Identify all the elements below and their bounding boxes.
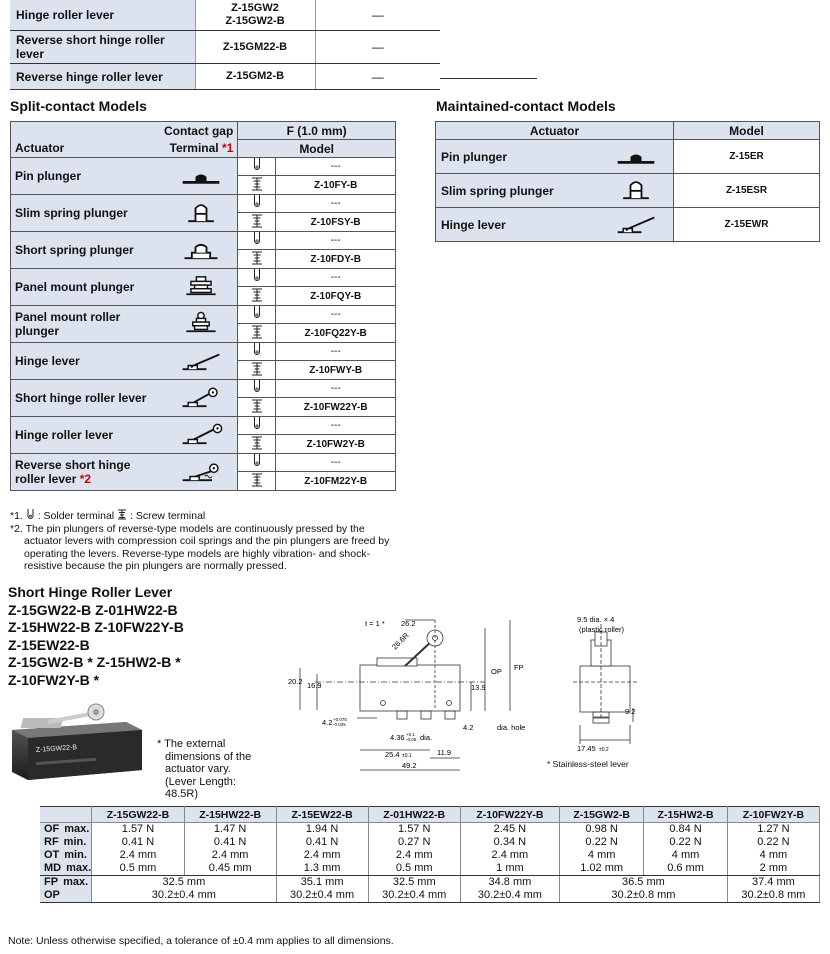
table-row: [40, 823, 820, 837]
table-row: [40, 849, 820, 862]
slim-spring-plunger-icon: [179, 200, 223, 224]
solder-terminal-icon: [252, 343, 262, 357]
footnote: Note: Unless otherwise specified, a tolerance of ±0.4 mm applies to all dimensions.: [8, 935, 394, 947]
terminal-cell: [238, 176, 276, 195]
row-label-code: MD: [44, 862, 62, 874]
header-row: [11, 140, 396, 158]
table-row: [40, 862, 820, 876]
table-row: [11, 306, 396, 324]
actuator-label: Panel mount plunger: [15, 280, 135, 294]
dim-t: t = 1 *: [365, 619, 385, 628]
value-cell: 0.41 N: [92, 836, 185, 849]
value-cell: 2.4 mm: [368, 849, 460, 862]
product-label: Z-15GW22-B: [35, 744, 78, 754]
row-label: [40, 889, 92, 903]
dim-fp: FP: [514, 663, 524, 672]
stainless-note: * Stainless-steel lever: [547, 759, 629, 769]
dim-4-2-hole: 4.2: [463, 723, 474, 732]
short-hinge-title-block: [8, 584, 184, 689]
dash-cell: —: [315, 64, 440, 90]
value-cell: 0.34 N: [460, 836, 559, 849]
actuator-label: Reverse short hinge roller lever: [15, 458, 131, 486]
note-line: (Lever Length:: [165, 775, 236, 788]
value-cell: 1.47 N: [184, 823, 276, 837]
table-row: [436, 174, 820, 208]
panel-mount-plunger-icon: [179, 274, 223, 298]
hinge-lever-icon: [179, 348, 223, 372]
actuator-icon-cell: [599, 140, 674, 174]
model-header: Model: [238, 140, 396, 158]
maintained-contact-title: Maintained-contact Models: [436, 98, 616, 114]
model-cell: Z-10FW2Y-B: [276, 435, 396, 454]
terminal-cell: [238, 398, 276, 417]
solder-terminal-icon: [252, 417, 262, 431]
dim-17-45: 17.45: [577, 744, 596, 753]
table-row: [40, 889, 820, 903]
value-cell: 2.4 mm: [184, 849, 276, 862]
table-row: [11, 454, 396, 472]
terminal-cell: [238, 269, 276, 287]
value-cell: 0.5 mm: [368, 862, 460, 876]
terminal-cell: [238, 250, 276, 269]
value-cell: 1.02 mm: [559, 862, 643, 876]
model-cell: Z-15GM2-B: [195, 64, 315, 90]
value-cell: 1.57 N: [92, 823, 185, 837]
terminal-cell: [238, 361, 276, 380]
value-cell: 0.22 N: [727, 836, 819, 849]
dim-16-9: 16.9: [307, 681, 322, 690]
row-label-qualifier: max.: [64, 823, 90, 835]
value-cell: 30.2±0.4 mm: [368, 889, 460, 903]
value-cell: 2.4 mm: [276, 849, 368, 862]
table-row: [10, 31, 440, 64]
dimension-drawing-front: [285, 610, 545, 775]
model-cell: Z-10FDY-B: [276, 250, 396, 269]
terminal-cell: [238, 343, 276, 361]
value-cell: 2.4 mm: [92, 849, 185, 862]
model-cell: Z-10FM22Y-B: [276, 472, 396, 491]
screw-terminal-icon: [251, 251, 263, 265]
dim-4-2: 4.2: [322, 718, 333, 727]
actuator-cell: Reverse hinge roller lever: [10, 64, 195, 90]
row-label: [40, 836, 92, 849]
hinge-roller-lever-icon: [179, 422, 223, 446]
model-cell: [195, 0, 315, 31]
terminal-cell: [238, 232, 276, 250]
header-row: [40, 807, 820, 823]
pin-plunger-icon: [614, 143, 658, 167]
actuator-icon-cell: [166, 343, 238, 380]
contact-gap-header: Contact gap: [11, 122, 238, 140]
model-list-line: Z-10FW2Y-B *: [8, 671, 100, 688]
screw-terminal-icon: [251, 288, 263, 302]
dim-4-2-tol-dn: -0.025: [333, 722, 346, 727]
note-line: * The external: [157, 738, 226, 750]
actuator-icon-cell: [166, 158, 238, 195]
column-header: Z-15EW22-B: [276, 807, 368, 823]
actuator-cell: Reverse short hinge roller lever: [10, 31, 195, 64]
actuator-icon-cell: [166, 454, 238, 491]
value-cell: 4 mm: [559, 849, 643, 862]
dim-4-36-tol-up: +0.1: [406, 732, 415, 737]
solder-terminal-icon: [252, 195, 262, 209]
dash-cell: —: [315, 0, 440, 31]
solder-terminal-icon: [252, 380, 262, 394]
table-row: [436, 208, 820, 242]
dim-26-6r: 26.6R: [390, 630, 411, 652]
solder-terminal-icon: [252, 454, 262, 468]
table-row: [40, 876, 820, 890]
dimension-drawing-side: [565, 610, 655, 758]
model-list-line: Z-15EW22-B: [8, 636, 90, 653]
table-row: [11, 343, 396, 361]
value-cell: 35.1 mm: [276, 876, 368, 890]
actuator-label: Panel mount roller plunger: [15, 310, 121, 338]
value-cell: 4 mm: [727, 849, 819, 862]
model-line: Z-15GW2-B: [225, 15, 285, 27]
header-row: [11, 122, 396, 140]
table-row: [11, 232, 396, 250]
table-row: [11, 417, 396, 435]
terminal-note-ref: *1: [221, 141, 234, 156]
section-title: Short Hinge Roller Lever: [8, 584, 173, 600]
model-cell: Z-15GM22-B: [195, 31, 315, 64]
column-header: Z-10FW2Y-B: [727, 807, 819, 823]
dim-4-36-tol-dn: -0.05: [406, 737, 417, 742]
actuator-label: Slim spring plunger: [15, 206, 128, 220]
note-line: dimensions of the: [165, 750, 252, 763]
terminal-header: [166, 140, 238, 158]
actuator-icon-cell: [166, 380, 238, 417]
terminal-cell: [238, 158, 276, 176]
actuator-icon-cell: [166, 306, 238, 343]
model-cell: ---: [276, 343, 396, 361]
table-row: [10, 0, 440, 31]
solder-terminal-icon: [26, 509, 35, 520]
actuator-icon-cell: [166, 417, 238, 454]
row-label-qualifier: max.: [66, 862, 92, 874]
value-cell: 36.5 mm: [559, 876, 727, 890]
row-label-code: OT: [44, 849, 60, 861]
value-cell: 0.45 mm: [184, 862, 276, 876]
actuator-cell: [11, 343, 166, 380]
column-header: Z-15GW22-B: [92, 807, 185, 823]
row-label-code: FP: [44, 876, 59, 888]
model-cell: Z-10FSY-B: [276, 213, 396, 232]
table-row: [436, 140, 820, 174]
model-cell: ---: [276, 269, 396, 287]
dim-25-4-tol: ±0.1: [402, 753, 412, 759]
value-cell: 0.41 N: [276, 836, 368, 849]
terminal-cell: [238, 306, 276, 324]
row-label-qualifier: max.: [63, 876, 89, 888]
dim-roller: 9.5 dia. × 4: [577, 615, 615, 624]
row-label: [40, 823, 92, 837]
notes: [10, 509, 400, 573]
dim-13-9: 13.9: [471, 683, 486, 692]
hinge-lever-icon: [614, 211, 658, 235]
dim-20-2: 20.2: [288, 677, 303, 686]
value-cell: 30.2±0.4 mm: [92, 889, 276, 903]
row-label-code: RF: [44, 836, 59, 848]
model-cell: Z-10FQ22Y-B: [276, 324, 396, 343]
table-row: [10, 64, 440, 90]
dim-4-2-tol-up: +0.075: [333, 717, 347, 722]
value-cell: 2.45 N: [460, 823, 559, 837]
row-label-code: OP: [44, 889, 60, 901]
value-cell: 32.5 mm: [92, 876, 276, 890]
value-cell: 0.22 N: [644, 836, 728, 849]
screw-terminal-icon: [251, 214, 263, 228]
value-cell: 4 mm: [644, 849, 728, 862]
model-list-line: Z-15HW22-B Z-10FW22Y-B: [8, 619, 184, 635]
dim-11-9: 11.9: [437, 748, 452, 757]
table-row: [11, 380, 396, 398]
value-cell: 0.41 N: [184, 836, 276, 849]
row-label: [40, 849, 92, 862]
column-header: Z-15GW2-B: [559, 807, 643, 823]
actuator-cell: Slim spring plunger: [436, 174, 599, 208]
model-cell: ---: [276, 232, 396, 250]
model-cell: ---: [276, 417, 396, 435]
short-spring-plunger-icon: [179, 237, 223, 261]
force-header: F (1.0 mm): [238, 122, 396, 140]
screw-terminal-icon: [117, 509, 127, 520]
actuator-header: Actuator: [11, 140, 166, 158]
value-cell: 1.94 N: [276, 823, 368, 837]
dim-dia-hole: dia. hole: [497, 723, 526, 732]
model-cell: Z-10FQY-B: [276, 287, 396, 306]
actuator-cell: [11, 232, 166, 269]
actuator-icon-cell: [166, 195, 238, 232]
value-cell: 1.3 mm: [276, 862, 368, 876]
note-1: [10, 509, 400, 523]
model-cell: Z-15ESR: [674, 174, 820, 208]
note-line: actuator vary.: [165, 763, 231, 775]
solder-terminal-icon: [252, 269, 262, 283]
actuator-cell: [11, 454, 166, 491]
value-cell: 30.2±0.4 mm: [276, 889, 368, 903]
row-label: [40, 862, 92, 876]
divider: [440, 78, 537, 79]
value-cell: 30.2±0.4 mm: [460, 889, 559, 903]
model-cell: Z-15EWR: [674, 208, 820, 242]
model-cell: ---: [276, 306, 396, 324]
row-label: [40, 876, 92, 890]
table-row: [11, 269, 396, 287]
value-cell: 2.4 mm: [460, 849, 559, 862]
note-1-solder: : Solder terminal: [37, 510, 115, 522]
solder-terminal-icon: [252, 232, 262, 246]
note-line: 48.5R): [165, 788, 199, 800]
actuator-cell: [11, 195, 166, 232]
dim-4-36: 4.36: [390, 733, 405, 742]
screw-terminal-icon: [251, 325, 263, 339]
actuator-cell: [11, 269, 166, 306]
actuator-cell: [11, 158, 166, 195]
actuator-label: Hinge roller lever: [15, 428, 114, 442]
value-cell: 1 mm: [460, 862, 559, 876]
external-dimensions-note: [157, 738, 267, 801]
note-1-marker: *1.: [10, 510, 23, 522]
row-label-qualifier: min.: [64, 849, 87, 861]
screw-terminal-icon: [251, 436, 263, 450]
value-cell: 30.2±0.8 mm: [559, 889, 727, 903]
model-cell: ---: [276, 158, 396, 176]
actuator-cell: [11, 380, 166, 417]
actuator-cell: [11, 306, 166, 343]
value-cell: 32.5 mm: [368, 876, 460, 890]
dim-49-2: 49.2: [402, 761, 417, 770]
value-cell: 0.5 mm: [92, 862, 185, 876]
row-label-qualifier: min.: [63, 836, 87, 848]
terminal-cell: [238, 195, 276, 213]
model-line: Z-15GW2: [231, 2, 279, 14]
solder-terminal-icon: [252, 306, 262, 320]
table-row: [40, 836, 820, 849]
dim-26-2: 26.2: [401, 619, 416, 628]
screw-terminal-icon: [251, 177, 263, 191]
maintained-contact-table: [435, 121, 820, 242]
screw-terminal-icon: [251, 362, 263, 376]
terminal-cell: [238, 472, 276, 491]
terminal-cell: [238, 417, 276, 435]
dim-roller-note: (plastic roller): [579, 625, 625, 634]
table-row: [11, 158, 396, 176]
actuator-label: Short spring plunger: [15, 243, 134, 257]
note-2: *2. The pin plungers of reverse-type models are continuously pressed by the actuator levers with compression coil springs and the pin plungers are freed by operating the levers. Reverse-type models are highly vibration- and shock-resistive because the pin plungers are normally pressed.: [10, 522, 390, 572]
screw-terminal-icon: [251, 473, 263, 487]
value-cell: 0.98 N: [559, 823, 643, 837]
column-header: Z-01HW22-B: [368, 807, 460, 823]
model-cell: Z-10FWY-B: [276, 361, 396, 380]
model-cell: ---: [276, 454, 396, 472]
value-cell: 0.84 N: [644, 823, 728, 837]
model-cell: ---: [276, 195, 396, 213]
actuator-label: Short hinge roller lever: [15, 391, 147, 405]
model-cell: ---: [276, 380, 396, 398]
actuator-header: Actuator: [436, 122, 674, 140]
model-cell: Z-15ER: [674, 140, 820, 174]
note-1-screw: : Screw terminal: [129, 510, 206, 522]
corner-cell: [40, 807, 92, 823]
row-label-code: OF: [44, 823, 60, 835]
reverse-short-hinge-roller-lever-icon: [179, 459, 223, 483]
value-cell: 30.2±0.8 mm: [727, 889, 819, 903]
actuator-cell: Hinge lever: [436, 208, 599, 242]
value-cell: 0.6 mm: [644, 862, 728, 876]
terminal-cell: [238, 287, 276, 306]
top-model-table: [10, 0, 440, 90]
column-header: Z-15HW22-B: [184, 807, 276, 823]
dim-op: OP: [491, 667, 502, 676]
column-header: Z-10FW22Y-B: [460, 807, 559, 823]
value-cell: 2 mm: [727, 862, 819, 876]
split-contact-title: Split-contact Models: [10, 98, 147, 114]
actuator-cell: [11, 417, 166, 454]
split-contact-table: [10, 121, 396, 491]
column-header: Z-15HW2-B: [644, 807, 728, 823]
actuator-label: Hinge lever: [15, 354, 80, 368]
value-cell: 34.8 mm: [460, 876, 559, 890]
terminal-cell: [238, 324, 276, 343]
actuator-icon-cell: [166, 269, 238, 306]
pin-plunger-icon: [179, 163, 223, 187]
dim-25-4: 25.4: [385, 750, 400, 759]
dim-dia: dia.: [420, 733, 433, 742]
terminal-cell: [238, 435, 276, 454]
value-cell: 1.57 N: [368, 823, 460, 837]
slim-spring-plunger-icon: [614, 177, 658, 201]
panel-mount-roller-plunger-icon: [179, 311, 223, 335]
terminal-header-label: Terminal: [169, 141, 219, 156]
actuator-label: Pin plunger: [15, 169, 81, 183]
product-photo: [8, 700, 148, 800]
actuator-icon-cell: [166, 232, 238, 269]
dash-cell: —: [315, 31, 440, 64]
value-cell: 1.27 N: [727, 823, 819, 837]
terminal-cell: [238, 454, 276, 472]
terminal-cell: [238, 213, 276, 232]
model-list-line: Z-15GW22-B Z-01HW22-B: [8, 601, 178, 618]
model-cell: Z-10FW22Y-B: [276, 398, 396, 417]
model-cell: Z-10FY-B: [276, 176, 396, 195]
value-cell: 0.22 N: [559, 836, 643, 849]
model-list-line: Z-15GW2-B * Z-15HW2-B *: [8, 654, 181, 670]
header-row: [436, 122, 820, 140]
actuator-icon-cell: [599, 174, 674, 208]
dim-17-45-tol: ±0.2: [599, 747, 609, 753]
actuator-cell: Pin plunger: [436, 140, 599, 174]
solder-terminal-icon: [252, 158, 262, 172]
value-cell: 37.4 mm: [727, 876, 819, 890]
dim-9-2: 9.2: [625, 707, 636, 716]
actuator-icon-cell: [599, 208, 674, 242]
table-row: [11, 195, 396, 213]
value-cell: 0.27 N: [368, 836, 460, 849]
terminal-cell: [238, 380, 276, 398]
spec-table: [40, 806, 820, 903]
note-ref: *2: [79, 472, 92, 486]
actuator-cell: Hinge roller lever: [10, 0, 195, 31]
short-hinge-roller-lever-icon: [179, 385, 223, 409]
model-header: Model: [674, 122, 820, 140]
screw-terminal-icon: [251, 399, 263, 413]
